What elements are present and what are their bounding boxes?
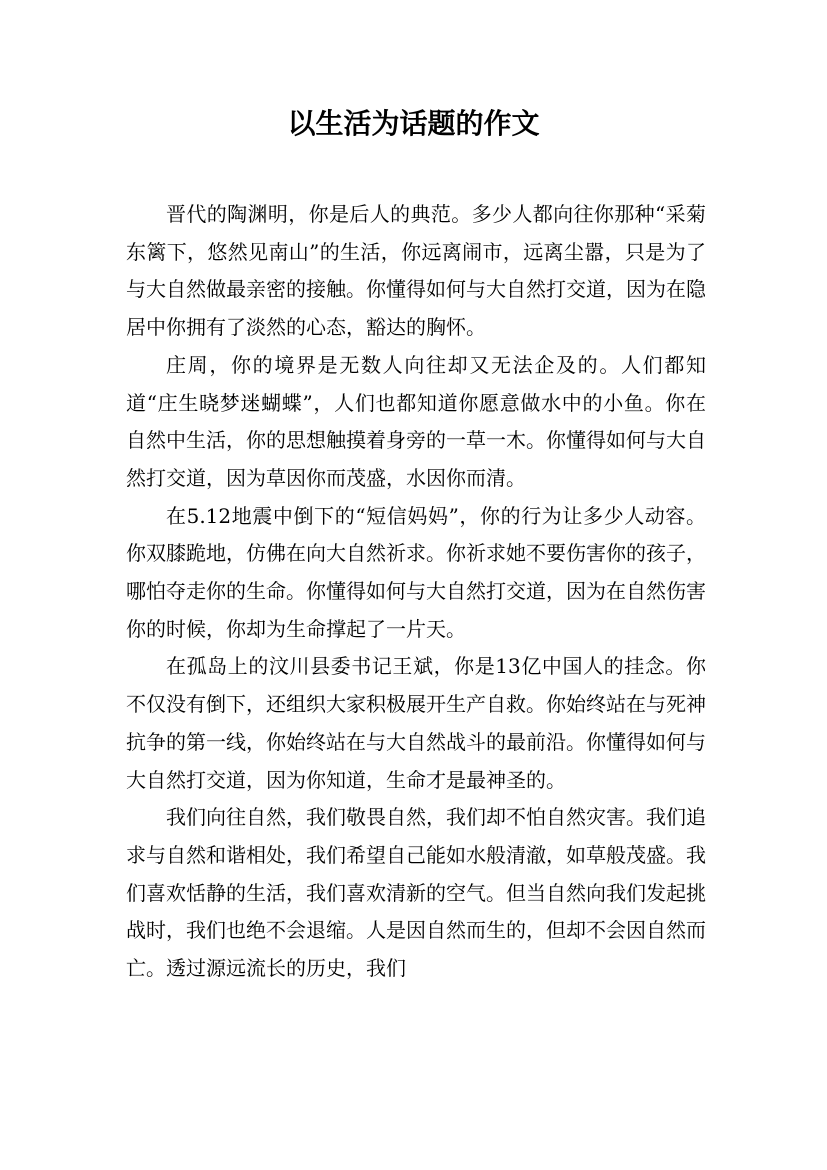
paragraph-sms-mother: 在5.12地震中倒下的“短信妈妈”，你的行为让多少人动容。你双膝跪地，仿佛在向大自然祈求。你祈求她不要伤害你的孩子，哪怕夺走你的生命。你懂得如何与大自然打交道，因为在自然伤害你的时候，你却为生命撑起了一片天。 — [126, 503, 706, 641]
paragraph-wang-bin: 在孤岛上的汶川县委书记王斌，你是13亿中国人的挂念。你不仅没有倒下，还组织大家积极展开生产自救。你始终站在与死神抗争的第一线，你始终站在与大自然战斗的最前沿。你懂得如何与大自然打交道，因为你知道，生命才是最神圣的。 — [126, 654, 706, 792]
paragraph-zhuang-zhou: 庄周，你的境界是无数人向往却又无法企及的。人们都知道“庄生晓梦迷蝴蝶”，人们也都知道你愿意做水中的小鱼。你在自然中生活，你的思想触摸着身旁的一草一木。你懂得如何与大自然打交道，因为草因你而茂盛，水因你而清。 — [126, 352, 706, 490]
document-title: 以生活为话题的作文 — [287, 107, 540, 140]
paragraph-tao-yuanming: 晋代的陶渊明，你是后人的典范。多少人都向往你那种“采菊东篱下，悠然见南山”的生活，你远离闹市，远离尘嚣，只是为了与大自然做最亲密的接触。你懂得如何与大自然打交道，因为在隐居中你拥有了淡然的心态，豁达的胸怀。 — [126, 202, 706, 340]
paragraph-nature: 我们向往自然，我们敬畏自然，我们却不怕自然灾害。我们追求与自然和谐相处，我们希望自己能如水般清澈，如草般茂盛。我们喜欢恬静的生活，我们喜欢清新的空气。但当自然向我们发起挑战时，我们也绝不会退缩。人是因自然而生的，但却不会因自然而亡。透过源远流长的历史，我们 — [126, 805, 706, 981]
document-body — [126, 196, 706, 988]
